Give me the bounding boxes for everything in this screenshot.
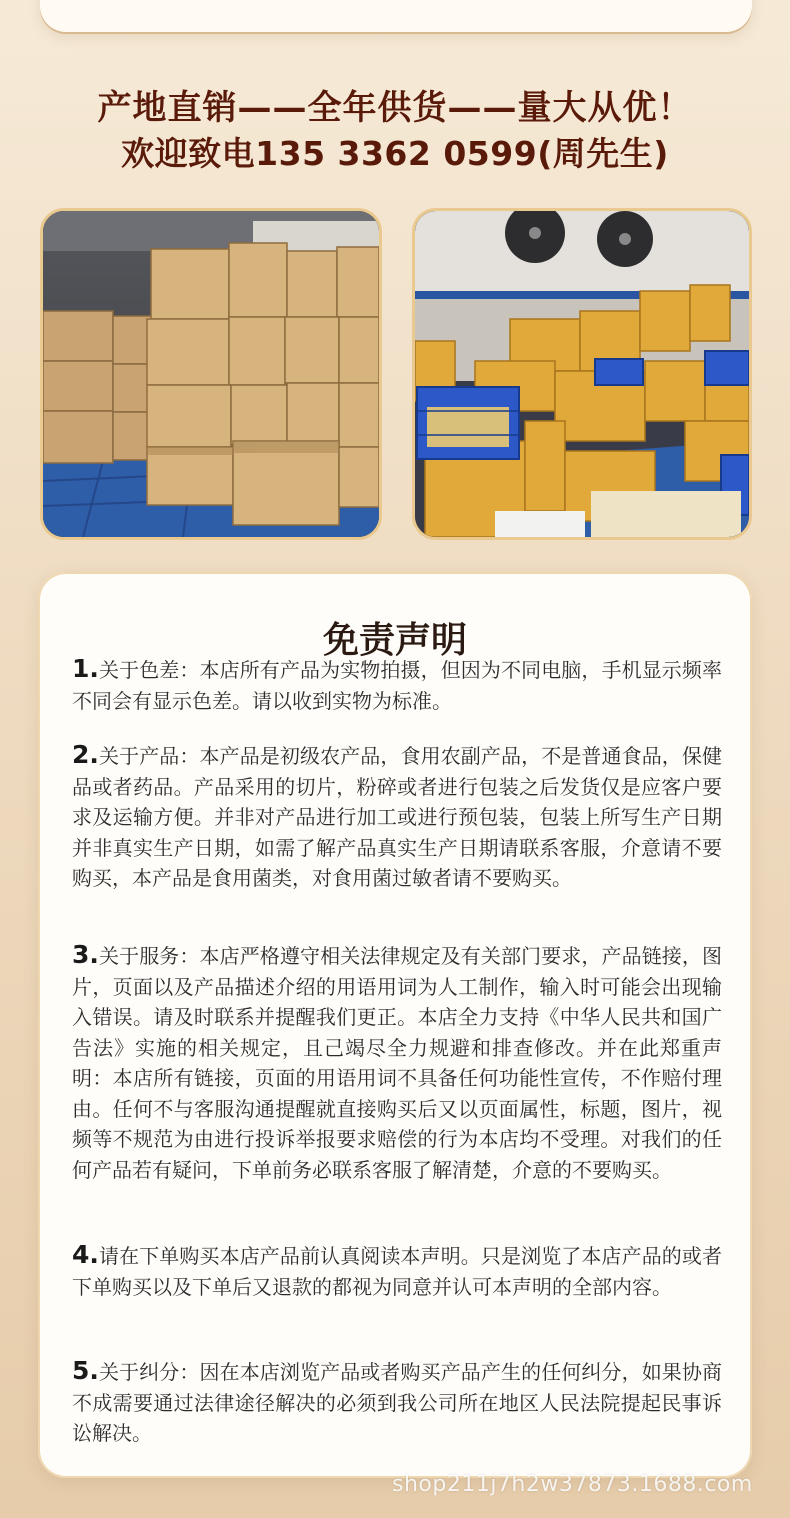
item-number: 4. [72,1240,99,1269]
shop-url-watermark: shop211j7h2w37873.1688.com [392,1472,753,1497]
disclaimer-card [38,572,752,1478]
headline-line1: 产地直销——全年供货——量大从优！ [97,88,693,128]
item-number: 5. [72,1356,99,1385]
warehouse-boxes-illustration [43,211,379,537]
item-text: 关于产品：本产品是初级农产品，食用农副产品，不是普通食品，保健品或者药品。产品采用的切片，粉碎或者进行包装之后发货仅是应客户要求及运输方便。并非对产品进行加工或进行预包装，包装上所写生产日期并非真实生产日期，如需了解产品真实生产日期请联系客服，介意请不要购买，本产品是食用菌类，对食用菌过敏者请不要购买。 [72,744,722,890]
cold-storage-photo [412,208,752,540]
top-card [40,0,752,32]
disclaimer-item-1 [72,654,722,716]
disclaimer-item-2 [72,740,722,894]
item-number: 3. [72,940,99,969]
item-text: 关于服务：本店严格遵守相关法律规定及有关部门要求，产品链接，图片，页面以及产品描述介绍的用语用词为人工制作，输入时可能会出现输入错误。请及时联系并提醒我们更正。本店全力支持《中华人民共和国广告法》实施的相关规定，且己竭尽全力规避和排查修改。并在此郑重声明：本店所有链接，页面的用语用词不具备任何功能性宣传，不作赔付理由。任何不与客服沟通提醒就直接购买后又以页面属性，标题，图片，视频等不规范为由进行投诉举报要求赔偿的行为本店均不受理。对我们的任何产品若有疑问，下单前务必联系客服了解清楚，介意的不要购买。 [72,944,722,1182]
disclaimer-item-3 [72,940,722,1185]
item-text: 关于纠分：因在本店浏览产品或者购买产品产生的任何纠分，如果协商不成需要通过法律途径解决的必须到我公司所在地区人民法院提起民事诉讼解决。 [72,1360,722,1445]
cold-storage-illustration [415,211,749,537]
item-text: 请在下单购买本店产品前认真阅读本声明。只是浏览了本店产品的或者下单购买以及下单后又退款的都视为同意并认可本声明的全部内容。 [72,1244,722,1299]
item-number: 2. [72,740,99,769]
item-number: 1. [72,654,99,683]
headline-phone: 欢迎致电135 3362 0599(周先生) [121,134,669,173]
item-text: 关于色差：本店所有产品为实物拍摄，但因为不同电脑，手机显示频率不同会有显示色差。请以收到实物为标准。 [72,658,722,713]
disclaimer-title: 免责声明 [322,619,467,661]
disclaimer-item-4 [72,1240,722,1302]
warehouse-photo-boxes [40,208,382,540]
disclaimer-item-5 [72,1356,722,1449]
